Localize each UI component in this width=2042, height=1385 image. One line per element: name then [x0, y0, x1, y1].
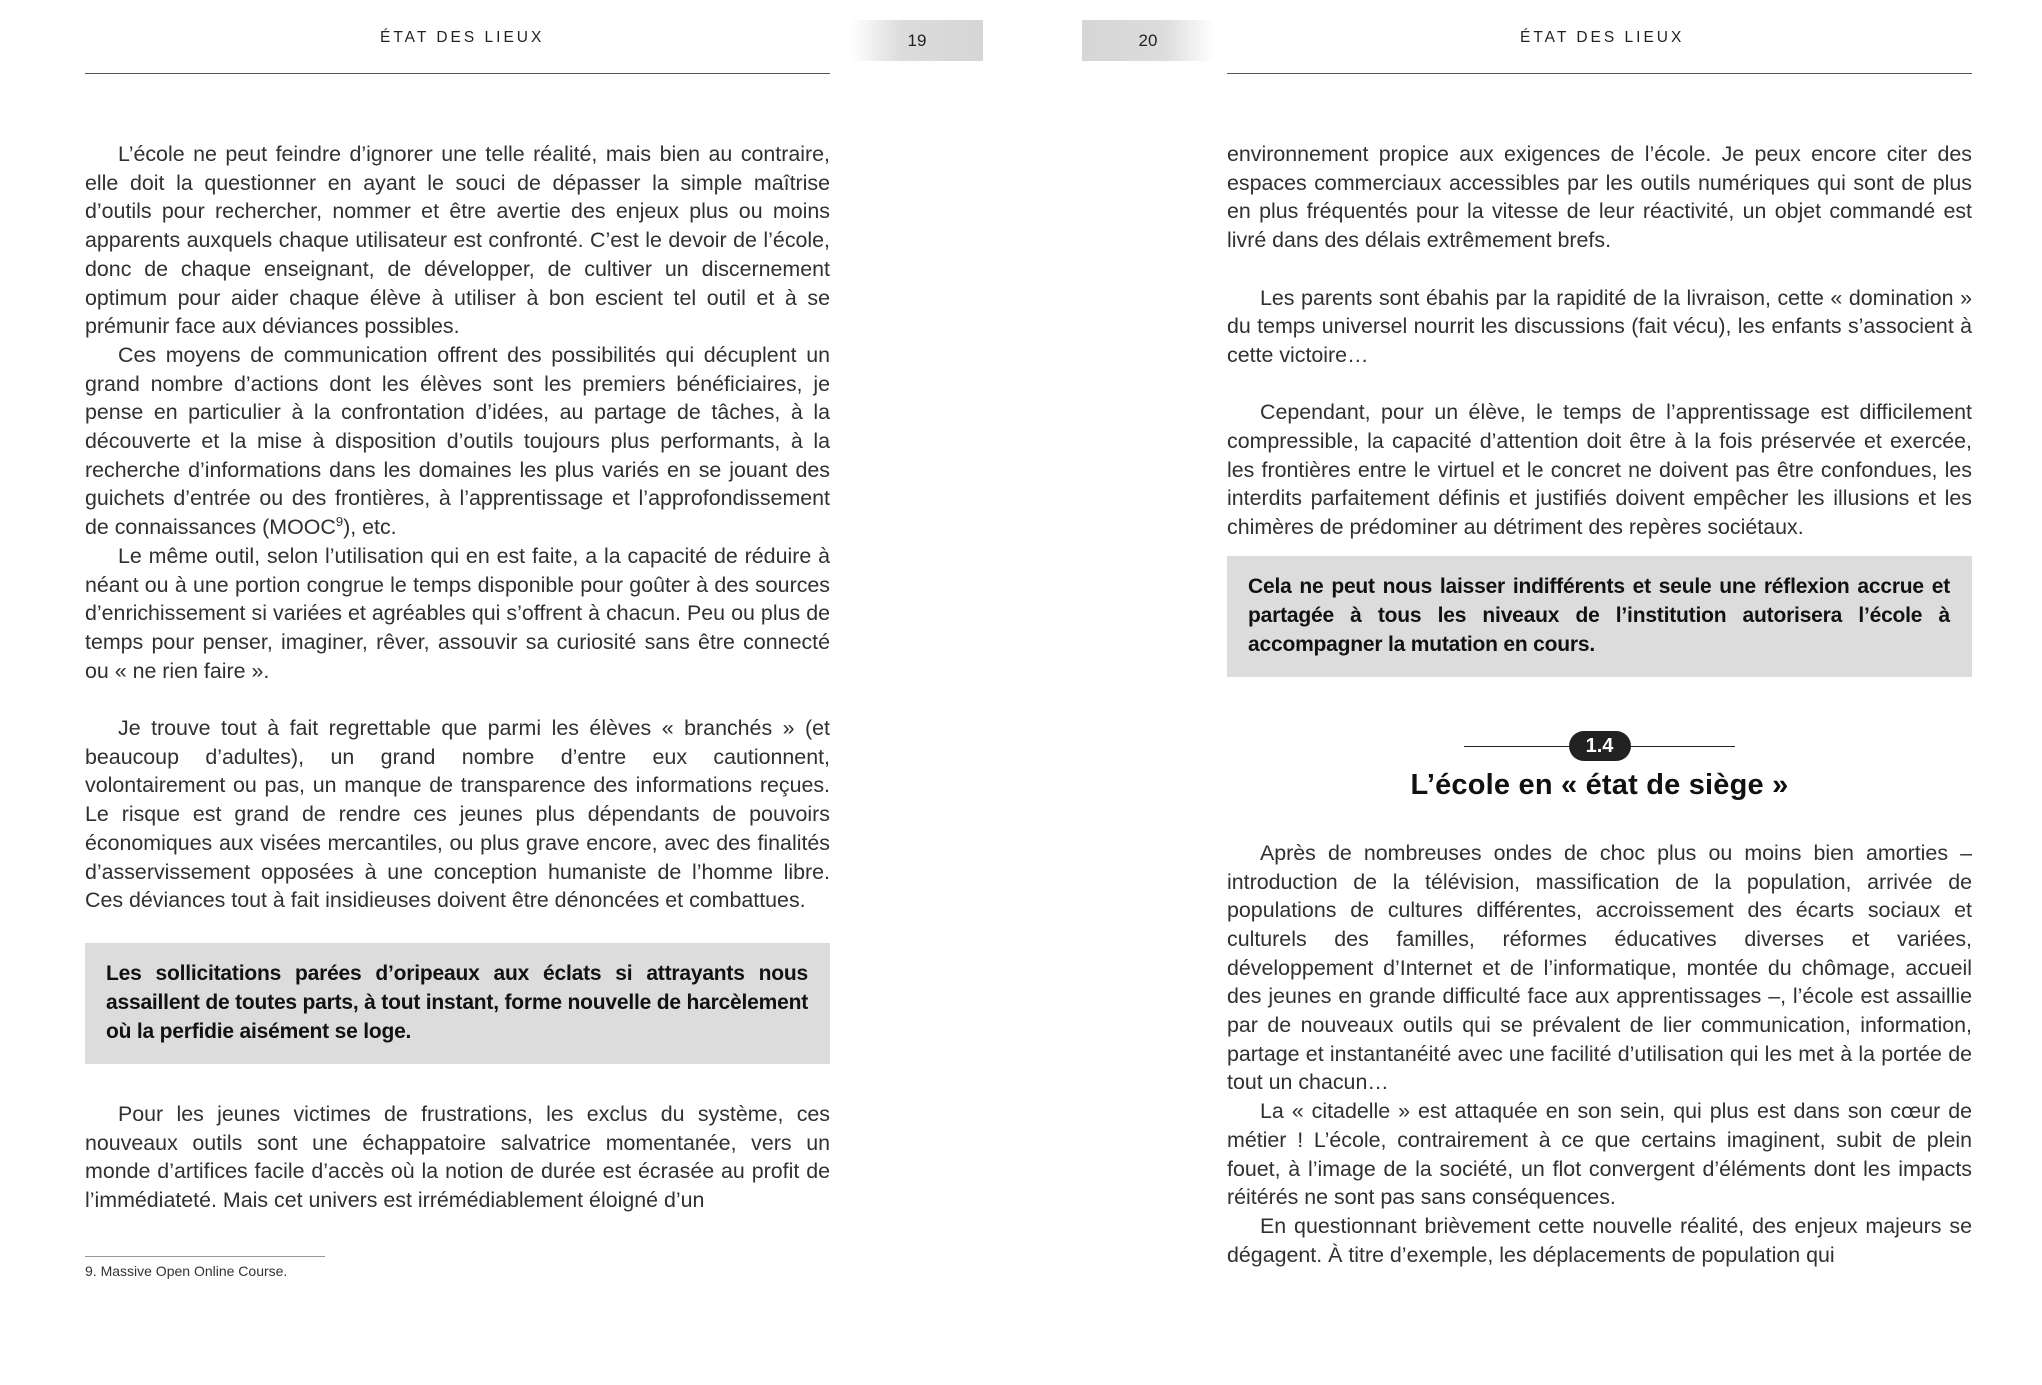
section-heading: [1227, 729, 1972, 803]
paragraph: L’école ne peut feindre d’ignorer une telle réalité, mais bien au contraire, elle doit la questionner en ayant le souci de dépasser la simple maîtrise d’outils pour rechercher, nommer et être avertie des enjeux plus ou moins apparents auxquels chaque utilisateur est confronté. C’est le devoir de l’école, donc de chaque enseignant, de développer, de cultiver un discernement optimum pour aider chaque élève à utiliser à bon escient tel outil et à se prémunir face aux déviances possibles.: [85, 142, 830, 339]
paragraph: Après de nombreuses ondes de choc plus ou moins bien amorties – introduction de la télévision, massification de la population, arrivée de populations de cultures différentes, accroissement des écarts sociaux et culturels des familles, réformes éducatives diverses et variées, développement d’Internet et de l’informatique, montée du chômage, accueil des jeunes en grande difficulté face aux apprentissages –, l’école est assaillie par de nouveaux outils qui se prévalent de lier communication, information, partage et instantanéité avec une facilité d’utilisation qui les met à la portée de tout un chacun…: [1227, 840, 1972, 1095]
running-head: ÉTAT DES LIEUX: [380, 29, 545, 46]
paragraph: Les parents sont ébahis par la rapidité de la livraison, cette « domination » du temps universel nourrit les discussions (fait vécu), les enfants s’associent à cette victoire…: [1227, 285, 1972, 367]
footnote-rule: [85, 1256, 325, 1257]
paragraph: Pour les jeunes victimes de frustrations, les exclus du système, ces nouveaux outils sont une échappatoire salvatrice momentanée, vers un monde d’artifices facile d’accès où la notion de durée est écrasée au profit de l’immédiateté. Mais cet univers est irrémédiablement éloigné d’un: [85, 1101, 830, 1213]
highlight-box-wrap: [85, 943, 830, 1064]
highlight-box: Les sollicitations parées d’oripeaux aux éclats si attrayants nous assaillent de toutes parts, à tout instant, forme nouvelle de harcèlement où la perfidie aisément se loge.: [85, 943, 830, 1064]
page-number-text: 19: [907, 30, 927, 50]
paragraph: environnement propice aux exigences de l’école. Je peux encore citer des espaces commerciaux accessibles par les outils numériques qui sont de plus en plus fréquentés pour la vitesse de leur réactivité, un objet commandé est livré dans des délais extrêmement brefs.: [1227, 142, 1972, 253]
section-number-row: [1227, 729, 1972, 763]
footnote: 9. Massive Open Online Course.: [85, 1263, 288, 1279]
right-text-column: [1227, 140, 1972, 1269]
section-title: L’école en « état de siège »: [1410, 768, 1789, 801]
page-number: [1082, 20, 1214, 61]
section-rule-left: [1464, 746, 1579, 747]
right-page: [1021, 0, 2042, 1385]
highlight-box-wrap: [1227, 556, 1972, 677]
paragraph: En questionnant brièvement cette nouvelle réalité, des enjeux majeurs se dégagent. À titre d’exemple, les déplacements de population qui: [1227, 1213, 1972, 1267]
paragraph: Cependant, pour un élève, le temps de l’apprentissage est difficilement compressible, la capacité d’attention doit être à la fois préservée et exercée, les frontières entre le virtuel et le concret ne doivent pas être confondues, les interdits parfaitement définis et justifiés doivent empêcher les illusions et les chimères de prédominer au détriment des repères sociétaux.: [1227, 400, 1972, 540]
footnote-ref: 9: [335, 514, 344, 530]
page-number-text: 20: [1138, 30, 1158, 50]
section-number-badge: 1.4: [1569, 731, 1631, 761]
paragraph: Le même outil, selon l’utilisation qui en est faite, a la capacité de réduire à néant ou à une portion congrue le temps disponible pour goûter à des sources d’enrichissement si variées et agréables qui s’offrent à chacun. Peu ou plus de temps pour penser, imaginer, rêver, assouvir sa curiosité sans être connecté ou « ne rien faire ».: [85, 543, 830, 683]
paragraph-text: Ces moyens de communication offrent des possibilités qui décuplent un grand nombre d’actions dont les élèves sont les premiers bénéficiaires, je pense en particulier à la confrontation d’idées, au partage de tâches, à la découverte et la mise à disposition d’outils toujours plus performants, à la recherche d’informations dans les domaines les plus variés en se jouant des guichets d’entrée ou des frontières, à l’apprentissage et l’approfondissement de connaissances (MOOC: [85, 342, 830, 540]
page-number: [851, 20, 983, 61]
paragraph: [85, 341, 830, 542]
paragraph: La « citadelle » est attaquée en son sein, qui plus est dans son cœur de métier ! L’école, contrairement à ce que certains imaginent, subit de plein fouet, à l’image de la société, un flot convergent d’éléments dont les impacts réitérés ne sont pas sans conséquences.: [1227, 1099, 1972, 1210]
section-rule-right: [1620, 746, 1735, 747]
running-head: ÉTAT DES LIEUX: [1520, 29, 1685, 46]
paragraph-text-end: ), etc.: [343, 515, 397, 540]
left-text-column: [85, 140, 830, 1215]
highlight-box: Cela ne peut nous laisser indifférents et seule une réflexion accrue et partagée à tous les niveaux de l’institution autorisera l’école à accompagner la mutation en cours.: [1227, 556, 1972, 677]
header-rule: [1227, 73, 1972, 74]
header-rule: [85, 73, 830, 74]
paragraph: Je trouve tout à fait regrettable que parmi les élèves « branchés » (et beaucoup d’adultes), un grand nombre d’entre eux cautionnent, volontairement ou pas, un manque de transparence des informations reçues. Le risque est grand de rendre ces jeunes plus dépendants de pouvoirs économiques aux visées mercantiles, ou plus grave encore, avec des finalités d’asservissement opposées à une conception humaniste de l’homme libre. Ces déviances tout à fait insidieuses doivent être dénoncées et combattues.: [85, 716, 830, 913]
